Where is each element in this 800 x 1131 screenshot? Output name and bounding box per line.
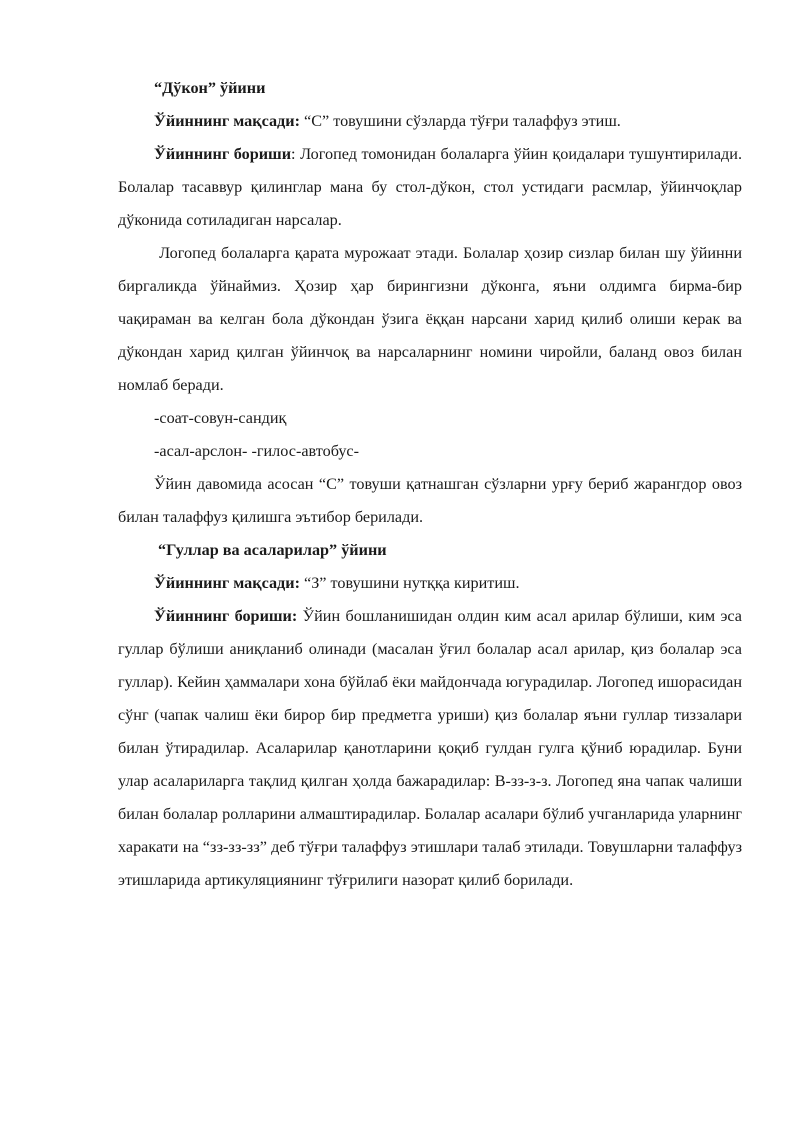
- game1-process-label: Ўйиннинг бориши: [154, 145, 292, 163]
- game1-process-text: : Логопед томонидан болаларга ўйин қоидалари тушунтирилади. Болалар тасаввур қилинглар мана бу стол-дўкон, стол устидаги расмлар, ўйинчоқлар дўконида сотиладиган нарсалар.: [118, 145, 742, 229]
- game2-process-label: Ўйиннинг бориши:: [154, 607, 298, 625]
- game2-title: “Гуллар ва асаларилар” ўйини: [158, 541, 387, 559]
- game2-goal: [118, 567, 742, 600]
- game2-goal-label: Ўйиннинг мақсади:: [154, 574, 300, 592]
- game1-goal-label: Ўйиннинг мақсади:: [154, 112, 300, 130]
- game2-process-text: Ўйин бошланишидан олдин ким асал арилар бўлиши, ким эса гуллар бўлиши аниқланиб олинади (масалан ўғил болалар асал арилар, қиз болалар эса гуллар). Кейин ҳаммалари хона бўйлаб ёки майдончада югурадилар. Логопед ишорасидан сўнг (чапак чалиш ёки бирор бир предметга уриши) қиз болалар яъни гуллар тиззалари билан ўтирадилар. Асаларилар қанотларини қоқиб гулдан гулга қўниб юрадилар. Буни улар асалариларга тақлид қилган ҳолда бажарадилар: В-зз-з-з. Логопед яна чапак чалиши билан болалар ролларини алмаштирадилар. Болалар асалари бўлиб учганларида уларнинг харакати на “зз-зз-зз” деб тўғри талаффуз этишлари талаб этилади. Товушларни талаффуз этишларида артикуляциянинг тўғрилиги назорат қилиб борилади.: [118, 607, 742, 889]
- document-page: [118, 72, 747, 897]
- game1-goal-text: “С” товушини сўзларда тўғри талаффуз этиш.: [299, 112, 621, 130]
- game1-closing: Ўйин давомида асосан “С” товуши қатнашган сўзларни урғу бериб жарангдор овоз билан талаффуз қилишга эътибор берилади.: [118, 475, 742, 526]
- game1-paragraph: Логопед болаларга қарата мурожаат этади. Болалар ҳозир сизлар билан шу ўйинни биргаликда ўйнаймиз. Ҳозир ҳар бирингизни дўконга, яъни олдимга бирма-бир чақираман ва келган бола дўкондан ўзига ёққан нарсани харид қилиб олиши керак ва дўкондан харид қилган ўйинчоқ ва нарсаларнинг номини чиройли, баланд овоз билан номлаб беради.: [118, 244, 747, 394]
- game2-goal-text: “З” товушини нутққа киритиш.: [299, 574, 520, 592]
- game2-process: [118, 600, 742, 897]
- game1-goal: [118, 105, 742, 138]
- game1-title: “Дўкон” ўйини: [154, 79, 266, 97]
- game1-words-line2: -асал-арслон- -гилос-автобус-: [154, 442, 359, 460]
- game1-process: [118, 138, 742, 237]
- game1-words-line1: -соат-совун-сандиқ: [154, 409, 287, 427]
